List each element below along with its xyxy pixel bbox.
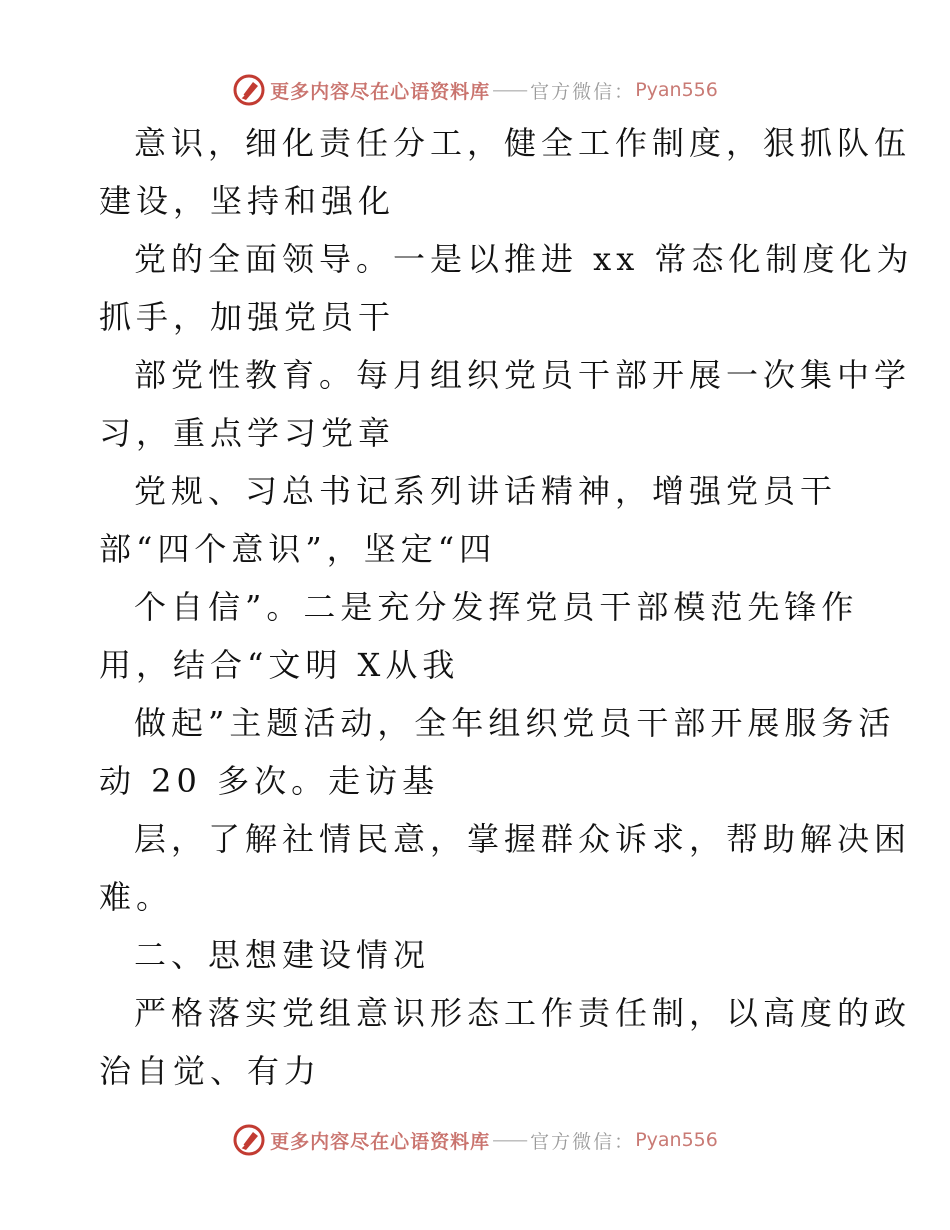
body-line: 动 20 多次。走访基 bbox=[99, 762, 440, 800]
body-line: 党的全面领导。一是以推进 xx 常态化制度化为 bbox=[134, 240, 914, 278]
banner-dash: —— bbox=[492, 1129, 527, 1151]
body-line: 部“四个意识”，坚定“四 bbox=[99, 530, 497, 568]
body-line: 严格落实党组意识形态工作责任制，以高度的政 bbox=[134, 994, 912, 1032]
body-line: 建设，坚持和强化 bbox=[99, 182, 396, 220]
body-line: 党规、习总书记系列讲话精神，增强党员干 bbox=[134, 472, 838, 510]
body-line: 做起”主题活动，全年组织党员干部开展服务活 bbox=[134, 704, 896, 742]
body-line: 个自信”。二是充分发挥党员干部模范先锋作 bbox=[134, 588, 859, 626]
wechat-label: 官方微信： bbox=[530, 80, 636, 103]
body-line: 层，了解社情民意，掌握群众诉求，帮助解决困 bbox=[134, 820, 912, 858]
banner-dash: —— bbox=[492, 79, 527, 101]
footer-banner bbox=[0, 1120, 950, 1160]
body-line: 治自觉、有力 bbox=[99, 1052, 322, 1090]
wechat-id: Pyan556 bbox=[635, 1129, 718, 1151]
wechat-id: Pyan556 bbox=[635, 79, 718, 101]
pen-nib-logo-icon bbox=[232, 73, 266, 107]
header-banner bbox=[0, 70, 950, 110]
pen-nib-logo-icon bbox=[232, 1123, 266, 1157]
body-line: 难。 bbox=[99, 878, 174, 916]
body-line: 用，结合“文明 X从我 bbox=[99, 646, 460, 684]
body-line: 抓手，加强党员干 bbox=[99, 298, 396, 336]
body-line: 习，重点学习党章 bbox=[99, 414, 396, 452]
body-line: 意识，细化责任分工，健全工作制度，狠抓队伍 bbox=[134, 124, 912, 162]
section-heading: 二、思想建设情况 bbox=[134, 936, 431, 974]
body-line: 部党性教育。每月组织党员干部开展一次集中学 bbox=[134, 356, 912, 394]
brand-text: 更多内容尽在心语资料库 bbox=[270, 80, 491, 103]
brand-text: 更多内容尽在心语资料库 bbox=[270, 1130, 491, 1153]
wechat-label: 官方微信： bbox=[530, 1130, 636, 1153]
